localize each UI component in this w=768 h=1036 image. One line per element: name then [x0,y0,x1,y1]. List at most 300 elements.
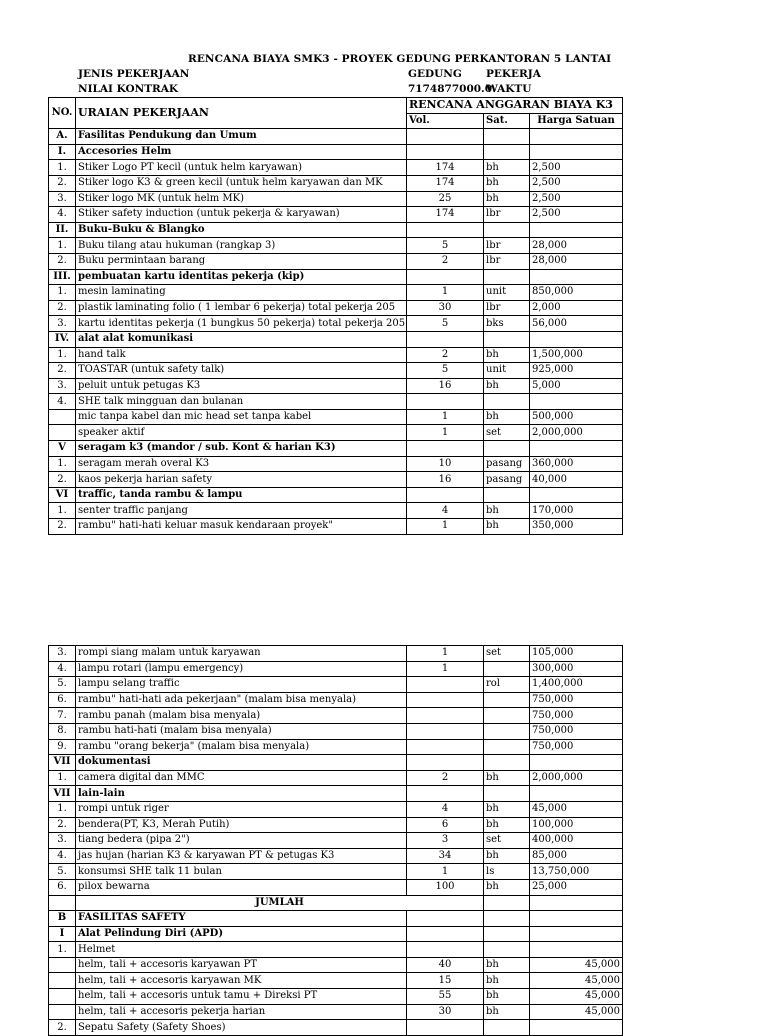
table-row [49,160,623,176]
section-number: VII [49,786,76,802]
item-number: 3. [49,316,76,332]
item-volume: 2 [407,253,484,269]
table-row [49,723,623,739]
table-row [49,957,623,973]
item-description: speaker aktif [76,425,407,441]
item-description: lampu selang traffic [76,677,407,693]
item-description: Sepatu Safety (Safety Shoes) [76,1020,407,1036]
item-number: 2. [49,519,76,535]
item-unit-price: 2,000,000 [530,770,623,786]
table-row [49,942,623,958]
item-description: bendera(PT, K3, Merah Putih) [76,817,407,833]
section-title: traffic, tanda rambu & lampu [76,487,407,503]
table-row [49,378,623,394]
vol-cell [407,755,484,771]
table-row [49,770,623,786]
item-unit-price: 2,000 [530,300,623,316]
item-unit: bh [484,957,530,973]
item-description: helm, tali + accesoris pekerja harian [76,1004,407,1020]
item-description: rompi siang malam untuk karyawan [76,646,407,662]
table-row [49,347,623,363]
section-number: II. [49,222,76,238]
item-volume: 5 [407,316,484,332]
item-unit-price: 25,000 [530,879,623,895]
table-row [49,1004,623,1020]
section-title: dokumentasi [76,755,407,771]
col-vol-header: Vol. [407,113,484,129]
item-number: 4. [49,207,76,223]
item-unit-price [530,942,623,958]
price-cell [530,129,623,145]
item-unit: pasang [484,472,530,488]
nilai-kontrak-value: 7174877000.0 [408,83,493,95]
item-unit-price: 45,000 [530,801,623,817]
table-row [49,864,623,880]
section-number: III. [49,269,76,285]
item-unit: bh [484,817,530,833]
section-number: A. [49,129,76,145]
item-description: jas hujan (harian K3 & karyawan PT & petugas K3 [76,848,407,864]
item-unit [484,942,530,958]
price-cell [530,331,623,347]
table-row [49,677,623,693]
item-description: Stiker logo MK (untuk helm MK) [76,191,407,207]
price-cell [530,786,623,802]
item-number: 6. [49,692,76,708]
item-unit: pasang [484,456,530,472]
item-description: Stiker safety induction (untuk pekerja & karyawan) [76,207,407,223]
section-row [49,441,623,457]
item-unit: bh [484,801,530,817]
item-unit [484,739,530,755]
item-unit: set [484,833,530,849]
item-unit-price: 1,500,000 [530,347,623,363]
section-number: VII [49,755,76,771]
item-unit-price: 360,000 [530,456,623,472]
item-volume: 30 [407,1004,484,1020]
item-number: 5. [49,864,76,880]
item-number: 5. [49,677,76,693]
item-volume: 100 [407,879,484,895]
item-volume: 3 [407,833,484,849]
jumlah-label: JUMLAH [76,895,484,911]
rab-table-part-2 [48,645,623,1036]
table-row [49,456,623,472]
item-number: 6. [49,879,76,895]
item-unit: set [484,646,530,662]
section-row [49,129,623,145]
item-unit-price: 56,000 [530,316,623,332]
item-unit-price: 2,500 [530,160,623,176]
item-unit [484,708,530,724]
item-volume: 5 [407,363,484,379]
item-volume: 1 [407,409,484,425]
price-cell [530,487,623,503]
item-number [49,1004,76,1020]
item-unit: bh [484,175,530,191]
item-unit: bh [484,1004,530,1020]
table-row [49,207,623,223]
item-unit-price: 45,000 [530,1004,623,1020]
item-description: seragam merah overal K3 [76,456,407,472]
item-description: Stiker Logo PT kecil (untuk helm karyawan) [76,160,407,176]
item-volume: 40 [407,957,484,973]
item-volume: 174 [407,207,484,223]
col-sat-header: Sat. [484,113,530,129]
item-volume: 10 [407,456,484,472]
col-no-header: NO. [49,98,76,129]
item-number: 2. [49,175,76,191]
item-unit [484,661,530,677]
sat-cell [484,144,530,160]
item-description: rambu panah (malam bisa menyala) [76,708,407,724]
item-number: 1. [49,285,76,301]
item-description: rambu hati-hati (malam bisa menyala) [76,723,407,739]
price-cell [530,222,623,238]
table-row [49,175,623,191]
item-unit-price: 2,500 [530,191,623,207]
gedung-label: GEDUNG [408,68,462,80]
item-unit-price: 850,000 [530,285,623,301]
item-unit-price: 105,000 [530,646,623,662]
item-description: Buku permintaan barang [76,253,407,269]
section-row [49,222,623,238]
item-unit: bh [484,519,530,535]
item-description: lampu rotari (lampu emergency) [76,661,407,677]
item-number: 4. [49,661,76,677]
item-volume: 2 [407,770,484,786]
item-unit: set [484,425,530,441]
section-row [49,331,623,347]
item-volume [407,677,484,693]
vol-cell [407,441,484,457]
table-row [49,801,623,817]
item-description: kartu identitas pekerja (1 bungkus 50 pekerja) total pekerja 205 [76,316,407,332]
section-title: Buku-Buku & Blangko [76,222,407,238]
item-unit: lbr [484,238,530,254]
table-row [49,285,623,301]
item-volume [407,1020,484,1036]
item-number: 1. [49,456,76,472]
item-description: konsumsi SHE talk 11 bulan [76,864,407,880]
item-volume: 1 [407,285,484,301]
item-number: 3. [49,646,76,662]
item-number: 9. [49,739,76,755]
table-row [49,646,623,662]
jumlah-no-cell [49,895,76,911]
item-unit: bh [484,191,530,207]
item-number [49,957,76,973]
item-volume: 15 [407,973,484,989]
item-volume: 25 [407,191,484,207]
vol-cell [407,786,484,802]
table-row [49,879,623,895]
sat-cell [484,331,530,347]
item-volume: 5 [407,238,484,254]
price-cell [530,755,623,771]
item-description: mesin laminating [76,285,407,301]
item-unit-price: 45,000 [530,989,623,1005]
item-number: 1. [49,801,76,817]
col-harga-header: Harga Satuan [530,113,623,129]
item-unit-price: 400,000 [530,833,623,849]
item-description: rambu" hati-hati ada pekerjaan" (malam bisa menyala) [76,692,407,708]
waktu-label: WAKTU [486,83,532,95]
item-volume: 55 [407,989,484,1005]
table-row [49,238,623,254]
item-description: rambu" hati-hati keluar masuk kendaraan proyek" [76,519,407,535]
item-unit: rol [484,677,530,693]
item-unit: lbr [484,300,530,316]
item-volume: 30 [407,300,484,316]
sat-cell [484,786,530,802]
item-description: Helmet [76,942,407,958]
pekerja-label: PEKERJA [486,68,541,80]
item-description: kaos pekerja harian safety [76,472,407,488]
item-unit-price: 45,000 [530,957,623,973]
section-title: pembuatan kartu identitas pekerja (kip) [76,269,407,285]
nilai-kontrak-label: NILAI KONTRAK [78,83,179,95]
section-number: I [49,926,76,942]
item-unit-price: 2,000,000 [530,425,623,441]
jumlah-price-cell [530,895,623,911]
table-row [49,739,623,755]
item-unit-price [530,1020,623,1036]
item-description: SHE talk mingguan dan bulanan [76,394,407,410]
vol-cell [407,269,484,285]
sat-cell [484,487,530,503]
item-number: 4. [49,848,76,864]
item-volume: 1 [407,646,484,662]
vol-cell [407,911,484,927]
jenis-pekerjaan-label: JENIS PEKERJAAN [78,68,190,80]
table-row [49,989,623,1005]
item-number: 2. [49,472,76,488]
section-row [49,487,623,503]
table-row [49,708,623,724]
item-number [49,409,76,425]
item-unit-price: 750,000 [530,739,623,755]
col-rab-header: RENCANA ANGGARAN BIAYA K3 [407,98,623,114]
item-unit-price: 100,000 [530,817,623,833]
table-row [49,519,623,535]
item-unit-price: 2,500 [530,207,623,223]
item-unit-price: 28,000 [530,253,623,269]
item-unit-price: 45,000 [530,973,623,989]
item-unit: bh [484,973,530,989]
item-unit-price: 28,000 [530,238,623,254]
item-unit: bh [484,160,530,176]
table-row [49,848,623,864]
item-volume: 4 [407,503,484,519]
vol-cell [407,129,484,145]
item-description: Stiker logo K3 & green kecil (untuk helm karyawan dan MK [76,175,407,191]
table-row [49,1020,623,1036]
item-unit-price: 85,000 [530,848,623,864]
table-row [49,833,623,849]
item-number: 2. [49,1020,76,1036]
table-row [49,661,623,677]
item-unit-price: 750,000 [530,692,623,708]
item-number: 2. [49,363,76,379]
item-volume: 34 [407,848,484,864]
item-number: 7. [49,708,76,724]
item-description: tiang bedera (pipa 2") [76,833,407,849]
item-number: 1. [49,942,76,958]
item-unit: bh [484,989,530,1005]
item-unit: bh [484,879,530,895]
item-number: 3. [49,378,76,394]
section-title: Accesories Helm [76,144,407,160]
table-row [49,191,623,207]
item-description: helm, tali + accesoris karyawan PT [76,957,407,973]
item-volume: 174 [407,175,484,191]
item-volume: 2 [407,347,484,363]
item-unit: bh [484,503,530,519]
item-number: 8. [49,723,76,739]
item-description: TOASTAR (untuk safety talk) [76,363,407,379]
item-number [49,989,76,1005]
item-unit [484,723,530,739]
item-number: 1. [49,160,76,176]
item-unit [484,394,530,410]
item-number [49,973,76,989]
item-volume: 1 [407,864,484,880]
item-unit [484,1020,530,1036]
rab-table-part-1 [48,97,623,535]
item-number: 2. [49,253,76,269]
table-row [49,692,623,708]
section-title: alat alat komunikasi [76,331,407,347]
sat-cell [484,269,530,285]
item-unit-price: 13,750,000 [530,864,623,880]
section-row [49,144,623,160]
item-description: mic tanpa kabel dan mic head set tanpa kabel [76,409,407,425]
sat-cell [484,755,530,771]
section-number: I. [49,144,76,160]
sat-cell [484,441,530,457]
section-row [49,786,623,802]
item-volume: 1 [407,661,484,677]
item-unit-price: 925,000 [530,363,623,379]
vol-cell [407,144,484,160]
item-volume [407,394,484,410]
item-volume: 6 [407,817,484,833]
table-row [49,503,623,519]
price-cell [530,144,623,160]
item-number: 4. [49,394,76,410]
item-unit: lbr [484,207,530,223]
table-row [49,409,623,425]
item-number: 1. [49,503,76,519]
section-number: VI [49,487,76,503]
item-unit-price [530,394,623,410]
section-number: IV. [49,331,76,347]
table-row [49,300,623,316]
item-number: 3. [49,833,76,849]
item-description: hand talk [76,347,407,363]
item-volume: 174 [407,160,484,176]
item-unit: bh [484,848,530,864]
item-description: camera digital dan MMC [76,770,407,786]
item-description: rambu "orang bekerja" (malam bisa menyala) [76,739,407,755]
col-uraian-header: URAIAN PEKERJAAN [76,98,407,129]
section-row [49,755,623,771]
item-unit-price: 300,000 [530,661,623,677]
item-unit: bh [484,409,530,425]
table-header-row [49,98,623,114]
item-volume [407,942,484,958]
item-number: 3. [49,191,76,207]
jumlah-row [49,895,623,911]
item-unit-price: 750,000 [530,708,623,724]
item-unit: bh [484,378,530,394]
sat-cell [484,911,530,927]
table-row [49,394,623,410]
item-unit-price: 40,000 [530,472,623,488]
item-unit [484,692,530,708]
section-row [49,269,623,285]
item-number: 1. [49,770,76,786]
sat-cell [484,129,530,145]
item-unit: unit [484,285,530,301]
vol-cell [407,926,484,942]
item-unit: bh [484,347,530,363]
item-volume: 16 [407,378,484,394]
sat-cell [484,926,530,942]
section-title: Fasilitas Pendukung dan Umum [76,129,407,145]
table-row [49,363,623,379]
item-volume [407,739,484,755]
table-row [49,472,623,488]
section-title: lain-lain [76,786,407,802]
item-unit: unit [484,363,530,379]
item-number: 2. [49,300,76,316]
price-cell [530,926,623,942]
page-title: RENCANA BIAYA SMK3 - PROYEK GEDUNG PERKANTORAN 5 LANTAI [188,53,612,65]
item-volume: 1 [407,519,484,535]
item-description: pilox bewarna [76,879,407,895]
item-unit-price: 750,000 [530,723,623,739]
item-volume: 16 [407,472,484,488]
item-volume [407,723,484,739]
table-row [49,316,623,332]
section-title: seragam k3 (mandor / sub. Kont & harian K3) [76,441,407,457]
item-unit-price: 350,000 [530,519,623,535]
item-unit-price: 500,000 [530,409,623,425]
section-number: B [49,911,76,927]
item-description: peluit untuk petugas K3 [76,378,407,394]
price-cell [530,441,623,457]
item-unit: ls [484,864,530,880]
item-number: 1. [49,238,76,254]
table-row [49,425,623,441]
item-unit: bh [484,770,530,786]
item-number: 2. [49,817,76,833]
item-unit-price: 1,400,000 [530,677,623,693]
section-title: FASILITAS SAFETY [76,911,407,927]
table-row [49,973,623,989]
item-number [49,425,76,441]
item-unit: bks [484,316,530,332]
sat-cell [484,222,530,238]
jumlah-sat-cell [484,895,530,911]
item-volume: 4 [407,801,484,817]
section-row [49,911,623,927]
item-number: 1. [49,347,76,363]
item-volume: 1 [407,425,484,441]
item-description: Buku tilang atau hukuman (rangkap 3) [76,238,407,254]
